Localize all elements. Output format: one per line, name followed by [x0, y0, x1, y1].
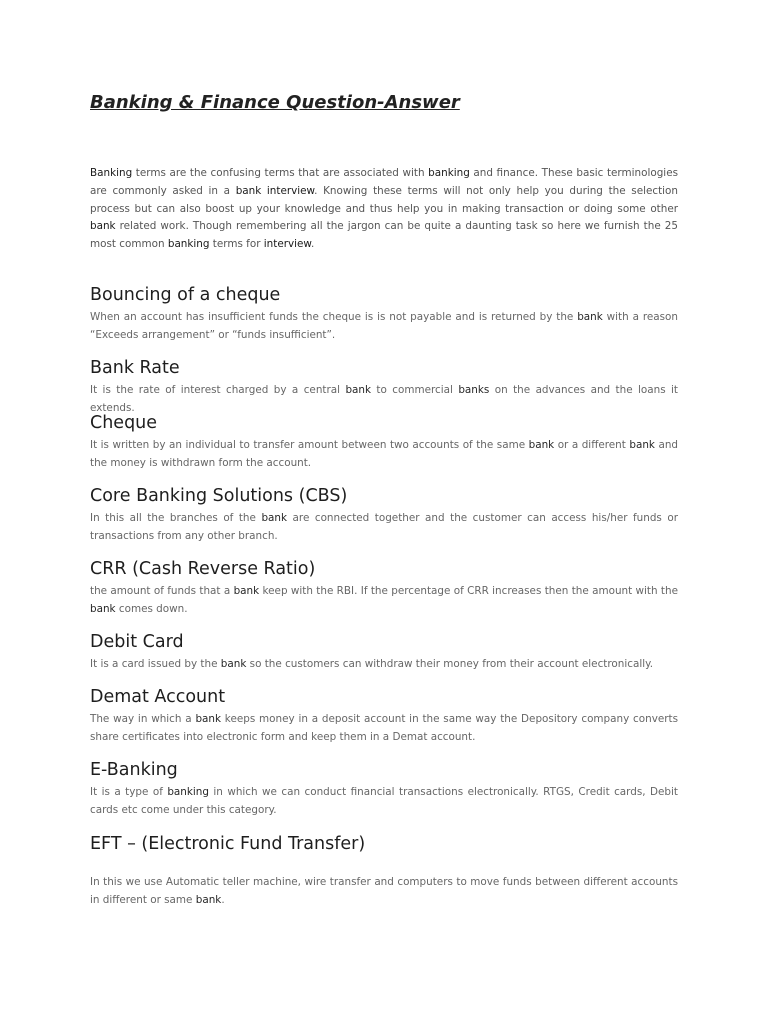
body-text: in which we can conduct financial transactions electronically. RTGS, Credit cards, Debit cards etc come under this category. — [90, 786, 678, 816]
body-text: It is a type of — [90, 786, 168, 798]
section-body — [90, 309, 678, 345]
keyword-text: bank — [195, 893, 222, 906]
body-text: to commercial — [371, 384, 459, 396]
body-text: terms are the confusing terms that are associated with — [132, 167, 429, 179]
body-text: are connected together and the customer can access his/her funds or transactions from any other branch. — [90, 512, 678, 542]
section-demat-account — [90, 686, 678, 747]
body-text: terms for — [209, 238, 264, 251]
keyword-text: banks — [458, 384, 490, 396]
keyword-text: bank — [577, 311, 603, 323]
body-text: or a different — [554, 439, 630, 451]
body-text: so the customers can withdraw their money from their account electronically. — [246, 658, 654, 670]
keyword-text: bank — [528, 439, 555, 451]
section-heading: Debit Card — [90, 632, 184, 652]
body-text: the amount of funds that a — [90, 585, 234, 597]
section-heading: E-Banking — [90, 760, 178, 780]
section-body — [90, 656, 678, 674]
body-text: It is the rate of interest charged by a central — [90, 384, 346, 396]
body-text: In this all the branches of the — [90, 512, 262, 524]
body-text: comes down. — [115, 602, 188, 615]
document-title: Banking & Finance Question-Answer — [90, 92, 460, 113]
section-cheque — [90, 412, 678, 473]
section-bouncing-of-a-cheque — [90, 284, 678, 345]
keyword-text: bank — [220, 658, 247, 670]
body-text: It is written by an individual to transfer amount between two accounts of the same — [90, 439, 529, 451]
body-text: and the money is withdrawn form the account. — [90, 439, 678, 469]
keyword-text: bank — [90, 602, 116, 615]
section-e-banking — [90, 759, 678, 820]
body-text: on the advances and the loans it extends. — [90, 384, 679, 414]
intro-paragraph — [90, 165, 678, 254]
keyword-text: bank — [90, 220, 116, 233]
keyword-text: banking — [167, 786, 209, 798]
section-body — [90, 437, 678, 473]
body-text: . — [221, 893, 225, 906]
section-body — [90, 874, 678, 910]
keyword-text: Banking — [90, 167, 133, 179]
section-heading: Demat Account — [90, 687, 226, 707]
keyword-text: bank — [261, 512, 288, 524]
keyword-text: banking — [167, 238, 210, 251]
body-text: . Knowing these terms will not only help you during the selection process but can also boost up your knowledge and thus help you in making transaction or doing some other — [90, 184, 678, 215]
section-body — [90, 583, 678, 619]
keyword-text: bank — [195, 713, 222, 725]
section-body — [90, 510, 678, 546]
section-heading: Core Banking Solutions (CBS) — [90, 486, 348, 506]
body-text: It is a card issued by the — [90, 658, 221, 670]
section-heading: CRR (Cash Reverse Ratio) — [90, 559, 316, 579]
section-body — [90, 711, 678, 747]
body-text: The way in which a — [90, 713, 196, 725]
body-text: with a reason “Exceeds arrangement” or “funds insufficient”. — [90, 311, 678, 341]
body-text: keep with the RBI. If the percentage of CRR increases then the amount with the — [259, 585, 678, 597]
keyword-text: bank — [345, 384, 372, 396]
section-body — [90, 784, 678, 820]
section-heading: Cheque — [90, 413, 158, 433]
section-heading: Bank Rate — [90, 358, 180, 378]
body-text: When an account has insufficient funds the cheque is is not payable and is returned by the — [90, 311, 578, 323]
section-crr — [90, 558, 678, 619]
body-text: In this we use Automatic teller machine, wire transfer and computers to move funds between different accounts in different or same — [90, 876, 678, 906]
keyword-text: bank — [233, 585, 260, 597]
body-text: . — [310, 238, 315, 251]
section-heading: Bouncing of a cheque — [90, 285, 281, 305]
section-bank-rate — [90, 357, 678, 418]
keyword-text: interview — [263, 238, 311, 251]
body-text: keeps money in a deposit account in the same way the Depository company converts share certificates into electronic form and keep them in a Demat account. — [90, 713, 678, 743]
section-eft — [90, 833, 678, 910]
keyword-text: bank interview — [235, 184, 315, 197]
keyword-text: banking — [428, 167, 470, 179]
section-core-banking-solutions — [90, 485, 678, 546]
section-debit-card — [90, 631, 678, 674]
body-text: and finance. These basic terminologies are commonly asked in a — [90, 167, 678, 197]
keyword-text: bank — [629, 439, 655, 451]
body-text: related work. Though remembering all the jargon can be quite a daunting task so here we furnish the 25 most common — [90, 220, 678, 251]
section-heading: EFT – (Electronic Fund Transfer) — [90, 834, 366, 854]
